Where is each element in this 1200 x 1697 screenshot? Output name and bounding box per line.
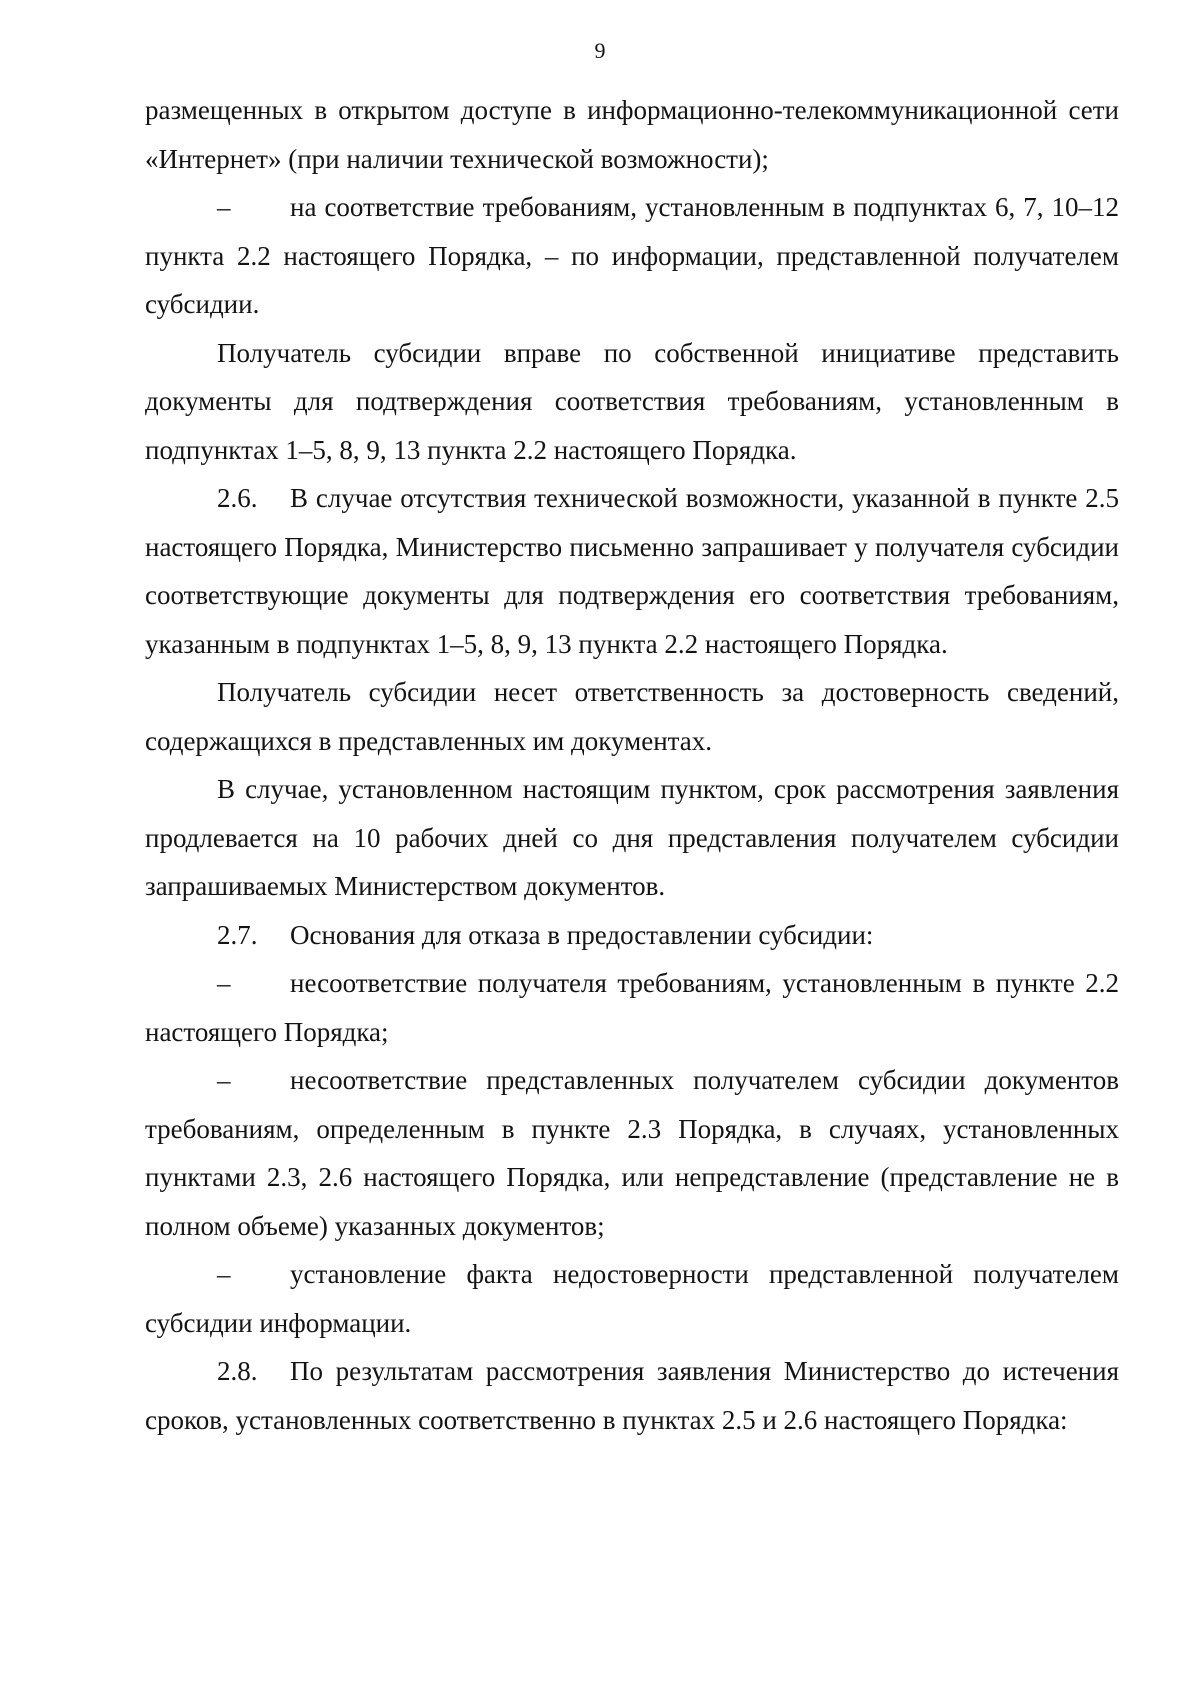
paragraph-text: размещенных в открытом доступе в информационно-телекоммуникационной сети «Интернет» (при наличии технической возможности);	[145, 95, 1119, 174]
paragraph-text: несоответствие получателя требованиям, установленным в пункте 2.2 настоящего Порядка;	[145, 968, 1119, 1047]
paragraph-text: По результатам рассмотрения заявления Министерство до истечения сроков, установленных соответственно в пунктах 2.5 и 2.6 настоящего Порядка:	[145, 1356, 1119, 1435]
paragraph-text: Основания для отказа в предоставлении субсидии:	[290, 919, 874, 950]
clause-number: 2.8.	[217, 1356, 258, 1386]
list-item-dash	[145, 959, 1119, 1056]
clause-number: 2.6.	[217, 483, 258, 513]
clause-2-7	[145, 911, 1119, 960]
page-number: 9	[594, 38, 606, 63]
paragraph-text: Получатель субсидии несет ответственность за достоверность сведений, содержащихся в представленных им документах.	[145, 677, 1119, 756]
document-body	[145, 86, 1119, 1444]
paragraph-text: В случае отсутствия технической возможности, указанной в пункте 2.5 настоящего Порядка, Министерство письменно запрашивает у получателя субсидии соответствующие документы для подтверждения его соответствия требованиям, указанным в подпунктах 1–5, 8, 9, 13 пункта 2.2 настоящего Порядка.	[145, 483, 1119, 659]
paragraph-continuation	[145, 86, 1119, 183]
dash-marker: –	[217, 192, 231, 222]
clause-2-6	[145, 474, 1119, 668]
dash-marker: –	[217, 1065, 231, 1095]
paragraph-text: на соответствие требованиям, установленным в подпунктах 6, 7, 10–12 пункта 2.2 настоящего Порядка, – по информации, представленной получателем субсидии.	[145, 192, 1119, 319]
dash-marker: –	[217, 1259, 231, 1289]
list-item-dash	[145, 1250, 1119, 1347]
paragraph	[145, 668, 1119, 765]
paragraph	[145, 765, 1119, 911]
clause-number: 2.7.	[217, 919, 258, 950]
paragraph-text: В случае, установленном настоящим пунктом, срок рассмотрения заявления продлевается на 10 рабочих дней со дня представления получателем субсидии запрашиваемых Министерством документов.	[145, 774, 1119, 901]
clause-2-8	[145, 1347, 1119, 1444]
paragraph	[145, 329, 1119, 475]
paragraph-text: установление факта недостоверности представленной получателем субсидии информации.	[145, 1259, 1119, 1338]
paragraph-text: несоответствие представленных получателем субсидии документов требованиям, определенным в пункте 2.3 Порядка, в случаях, установленных пунктами 2.3, 2.6 настоящего Порядка, или непредставление (представление не в полном объеме) указанных документов;	[145, 1065, 1119, 1241]
list-item-dash	[145, 1056, 1119, 1250]
dash-marker: –	[217, 968, 231, 998]
paragraph-text: Получатель субсидии вправе по собственной инициативе представить документы для подтверждения соответствия требованиям, установленным в подпунктах 1–5, 8, 9, 13 пункта 2.2 настоящего Порядка.	[145, 337, 1119, 465]
list-item-dash	[145, 183, 1119, 329]
